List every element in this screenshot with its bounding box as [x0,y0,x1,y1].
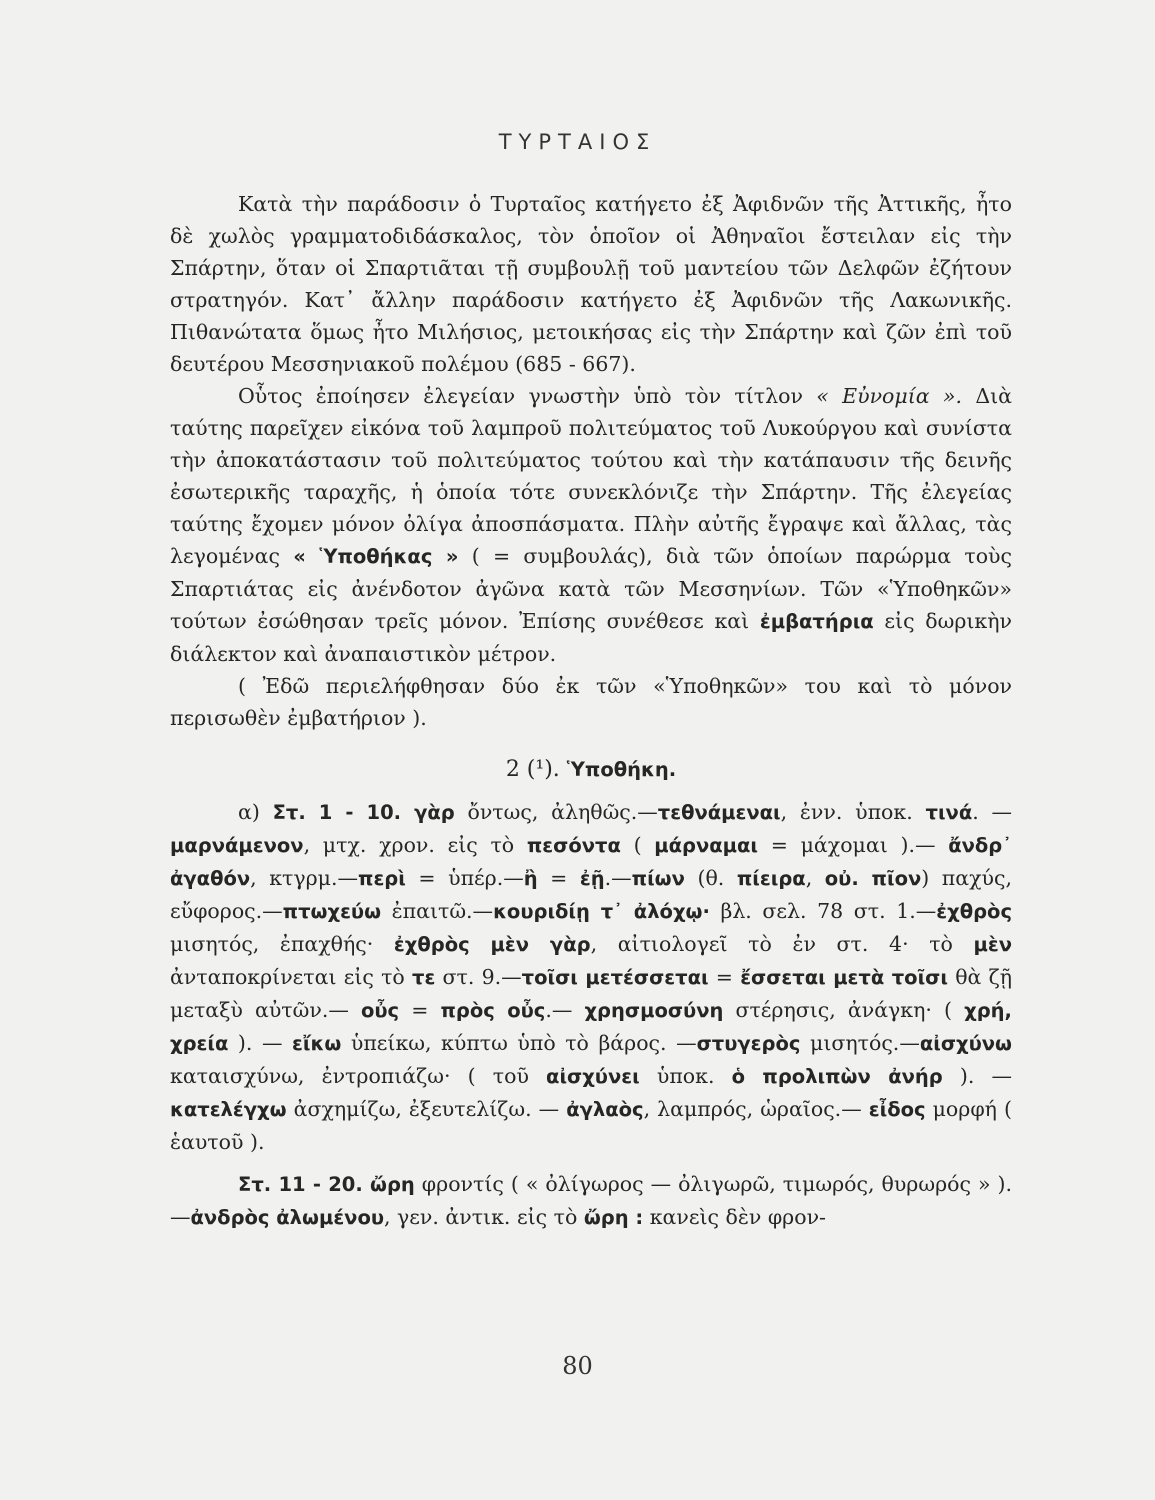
bold-term: ἐῇ [579,867,605,890]
page-number: 80 [562,1352,593,1380]
text-run: Διὰ ταύτης παρεῖχεν εἰκόνα τοῦ λαμπροῦ πολιτεύματος τοῦ Λυκούργου καὶ συνίστα τὴν ἀποκατάστασιν τοῦ πολιτεύματος τούτου καὶ τὴν κατάπαυσιν τῆς δεινῆς ἐσωτερικῆς ταραχῆς, ἡ ὁποία τότε συνεκλόνιζε τὴν Σπάρτην. Τῆς ἐλεγείας ταύτης ἔχομεν μόνον ὀλίγα ἀποσπάσματα. Πλὴν αὐτῆς ἔγραψε καὶ ἄλλας, τὰς λεγομένας [170,384,1013,568]
text-run: βλ. σελ. 78 στ. 1.— [709,899,937,923]
bold-term: κουριδίῃ τ᾽ ἀλόχῳ· [493,900,710,923]
text-run: στέρησις, ἀνάγκη· ( [723,998,965,1022]
text-run: ὑποκ. [639,1064,732,1088]
text-run: μορφή ( ἑαυτοῦ ). [170,1097,1013,1154]
bold-term: Στ. 1 - 10. γὰρ [272,801,455,824]
text-run: ἀσχημίζω, ἐξευτελίζω. — [286,1097,567,1121]
page-title: ΤΥΡΤΑΙΟΣ [498,130,657,154]
text-run: μισητός, ἐπαχθής· [170,932,394,956]
bold-term: αἰσχύνω [919,1032,1012,1055]
bold-term: ἀγλαὸς [566,1098,644,1121]
bold-term: μὲν [973,933,1013,956]
term-hypothekas: « Ὑποθήκας » [293,545,459,568]
bold-term: ἐχθρὸς μὲν γὰρ [393,933,591,956]
text-run: , λαμπρός, ὡραῖος.— [643,1097,869,1121]
text-run: .— [604,866,632,890]
text-run: ἐπαιτῶ.— [381,899,494,923]
bold-term: εἶδος [868,1098,926,1121]
notes-verses-11-20 [170,1168,1012,1234]
text-run: . — [972,800,1013,824]
bold-term: ἄνδρ᾽ ἀγαθόν [170,834,1012,890]
text-run: ( = συμβουλάς), διὰ τῶν ὁποίων παρώρμα τοὺς Σπαρτιάτας εἰς ἀνένδοτον ἀγῶνα κατὰ τῶν Μεσσηνίων. Τῶν «Ὑποθηκῶν» τούτων ἐσώθησαν τρεῖς μόνον. Ἐπίσης συνέθεσε καὶ [170,544,1012,633]
text-run: = [399,998,441,1022]
text-run: = [537,866,580,890]
bold-term: αἰσχύνει [546,1065,640,1088]
bold-term: πτωχεύω [282,900,382,923]
bold-term: πίων [631,867,685,890]
text-run: ). — [942,1064,1013,1088]
text-run: , γεν. ἀντικ. εἰς τὸ [384,1205,584,1229]
text-run: ) παχύς, εὔφορος.— [170,866,1012,923]
text-run: .— [545,998,585,1022]
bold-term: πεσόντα [526,834,621,857]
text-run: ). — [228,1031,293,1055]
bold-term: ἀνδρὸς ἀλωμένου [190,1206,385,1229]
notes-verses-1-10 [170,796,1012,1158]
intro-paragraph-3: ( Ἐδῶ περιελήφθησαν δύο ἐκ τῶν «Ὑποθηκῶν» του καὶ τὸ μόνον περισωθὲν ἐμβατήριον ). [170,674,1012,730]
text-run: (θ. [684,866,737,890]
bold-term: τε [412,966,436,989]
bold-term: στυγερὸς [696,1032,801,1055]
text-run: = ὑπέρ.— [405,866,524,890]
bold-term: τινά [925,801,973,824]
text-run: α) [238,800,273,824]
text-run: , ἐνν. ὑποκ. [780,800,926,824]
text-run: καταισχύνω, ἐντροπιάζω· ( τοῦ [170,1064,547,1088]
bold-term: ἢ [523,867,538,890]
poem-title-eunomia: « Εὐνομία ». [816,384,962,408]
text-run: κανεὶς δὲν φρον- [643,1205,826,1229]
bold-term: Στ. 11 - 20. ὤρη [238,1173,415,1196]
text-run: εἰς δωρικὴν διάλεκτον καὶ ἀναπαιστικὸν μέτρον. [170,609,1012,666]
text-run: , κτγρμ.— [250,866,359,890]
section-title: Ὑποθήκη. [566,758,677,781]
text-run: φροντίς ( « ὀλίγωρος — ὀλιγωρῶ, τιμωρός, θυρωρός » ).— [170,1172,1012,1229]
section-number: 2 (¹). [505,757,560,782]
text-run: θὰ ζῇ μεταξὺ αὐτῶν.— [170,965,1012,1022]
bold-term: τεθνάμεναι [657,801,781,824]
intro-paragraph-2 [170,380,1012,670]
text-run: , [805,866,825,890]
bold-term: ὤρη : [583,1206,644,1229]
text-run: μισητός.— [800,1031,920,1055]
text-run: ( [620,833,655,857]
bold-term: πίειρα [736,867,806,890]
text-run: , αἰτιολογεῖ τὸ ἐν στ. 4· τὸ [590,932,974,956]
text-run: ἀνταποκρίνεται εἰς τὸ [170,965,412,989]
bold-term: πρὸς οὖς [440,999,546,1022]
bold-term: μαρνάμενον [170,834,304,857]
section-heading [170,754,1012,786]
text-run: ὑπείκω, κύπτω ὑπὸ τὸ βάρος. — [341,1031,697,1055]
bold-term: οὐ. πῖον [824,867,922,890]
main-text [170,188,1012,1234]
bold-term: ἔσσεται μετὰ τοῖσι [740,966,948,989]
bold-term: κατελέγχω [170,1098,287,1121]
text-run: = μάχομαι ).— [758,833,949,857]
bold-term: ὁ προλιπὼν ἀνήρ [731,1065,943,1088]
text-run: ὄντως, ἀληθῶς.— [454,800,658,824]
text-run: Οὗτος ἐποίησεν ἐλεγείαν γνωστὴν ὑπὸ τὸν τίτλον [238,384,817,408]
bold-term: χρή, χρεία [170,999,1012,1055]
bold-term: μάρναμαι [654,834,759,857]
text-run: , μτχ. χρον. εἰς τὸ [303,833,527,857]
intro-paragraph-1: Κατὰ τὴν παράδοσιν ὁ Τυρταῖος κατήγετο ἐξ Ἀφιδνῶν τῆς Ἀττικῆς, ἦτο δὲ χωλὸς γραμματοδιδάσκαλος, τὸν ὁποῖον οἱ Ἀθηναῖοι ἔστειλαν εἰς τὴν Σπάρτην, ὅταν οἱ Σπαρτιᾶται τῇ συμβουλῇ τοῦ μαντείου τῶν Δελφῶν ἐζήτουν στρατηγόν. Κατ᾽ ἄλλην παράδοσιν κατήγετο ἐξ Ἀφιδνῶν τῆς Λακωνικῆς. Πιθανώτατα ὅμως ἦτο Μιλήσιος, μετοικήσας εἰς τὴν Σπάρτην καὶ ζῶν ἐπὶ τοῦ δευτέρου Μεσσηνιακοῦ πολέμου (685 - 667). [170,192,1012,376]
bold-term: περὶ [358,867,406,890]
bold-term: ἐχθρὸς [936,900,1013,923]
bold-term: τοῖσι μετέσσεται [521,966,709,989]
bold-term: εἴκω [292,1032,342,1055]
text-run: = [708,965,741,989]
bold-term: χρησμοσύνη [584,999,724,1022]
bold-term: οὖς [360,999,400,1022]
term-embateria: ἐμβατήρια [759,610,874,633]
text-run: στ. 9.— [435,965,522,989]
